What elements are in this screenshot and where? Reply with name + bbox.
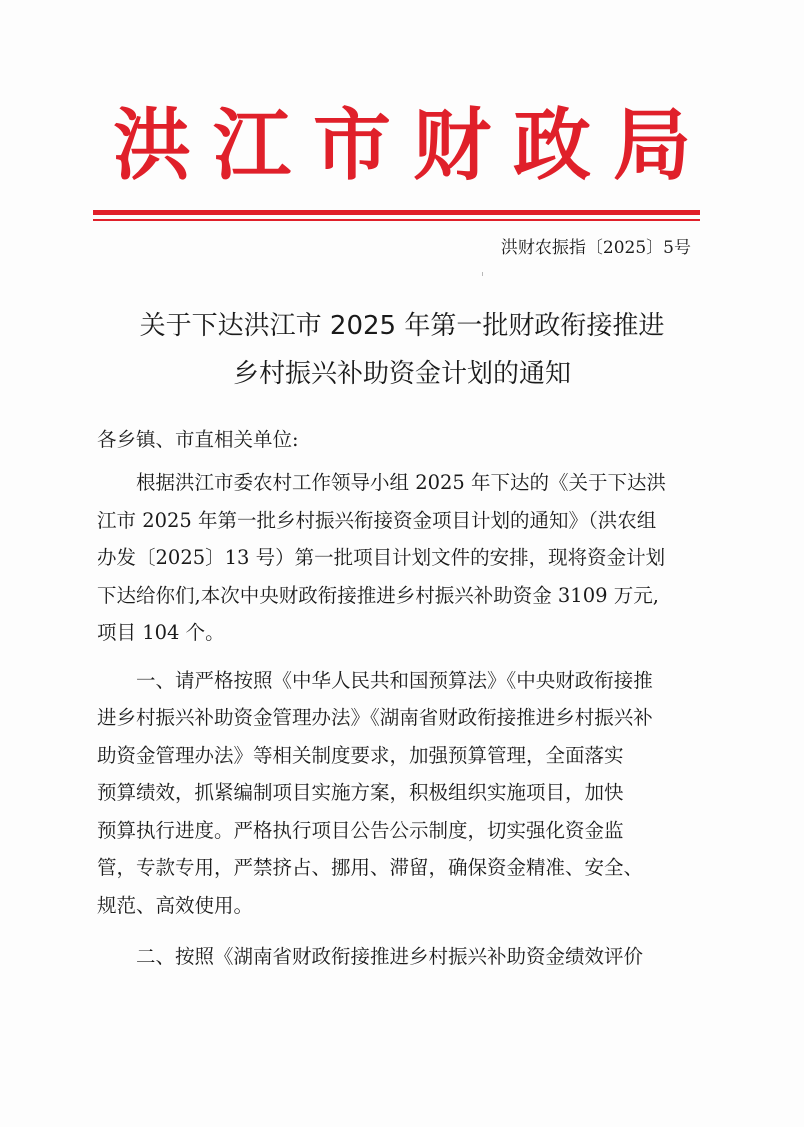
notice-title-line-1: 关于下达洪江市 2025 年第一批财政衔接推进	[139, 311, 665, 341]
paragraph-line: 管，专款专用，严禁挤占、挪用、滞留，确保资金精准、安全、	[97, 856, 644, 879]
paragraph-line: 预算绩效，抓紧编制项目实施方案，积极组织实施项目，加快	[97, 781, 624, 804]
paragraph-line: 办发〔2025〕13 号）第一批项目计划文件的安排，现将资金计划	[97, 546, 666, 569]
paragraph-line: 一、请严格按照《中华人民共和国预算法》《中央财政衔接推	[136, 668, 653, 692]
masthead-red-rule-thin	[93, 219, 700, 221]
paragraph-basis	[97, 464, 709, 652]
paragraph-item-1	[97, 662, 709, 925]
masthead-red-rule-thick	[93, 210, 700, 215]
notice-title	[0, 302, 804, 398]
paragraph-line: 下达给你们,本次中央财政衔接推进乡村振兴补助资金 3109 万元,	[97, 583, 659, 607]
paragraph-line: 江市 2025 年第一批乡村振兴衔接资金项目计划的通知》（洪农组	[97, 508, 657, 532]
paragraph-line: 规范、高效使用。	[97, 893, 254, 917]
paragraph-line: 助资金管理办法》等相关制度要求，加强预算管理，全面落实	[97, 743, 624, 767]
paragraph-line: 预算执行进度。严格执行项目公告公示制度，切实强化资金监	[97, 818, 624, 842]
scan-speck	[482, 272, 483, 276]
paragraph-line: 项目 104 个。	[97, 621, 225, 644]
paragraph-line: 根据洪江市委农村工作领导小组 2025 年下达的《关于下达洪	[136, 471, 667, 494]
notice-body	[97, 425, 709, 976]
paragraph-item-2	[97, 938, 709, 976]
salutation: 各乡镇、市直相关单位:	[97, 428, 299, 451]
masthead-title: 洪江市财政局	[112, 100, 713, 191]
paragraph-line: 进乡村振兴补助资金管理办法》《湖南省财政衔接推进乡村振兴补	[97, 706, 653, 729]
paragraph-line: 二、按照《湖南省财政衔接推进乡村振兴补助资金绩效评价	[136, 945, 644, 968]
notice-title-line-2: 乡村振兴补助资金计划的通知	[232, 359, 571, 389]
document-number: 洪财农振指〔2025〕5号	[500, 238, 691, 258]
